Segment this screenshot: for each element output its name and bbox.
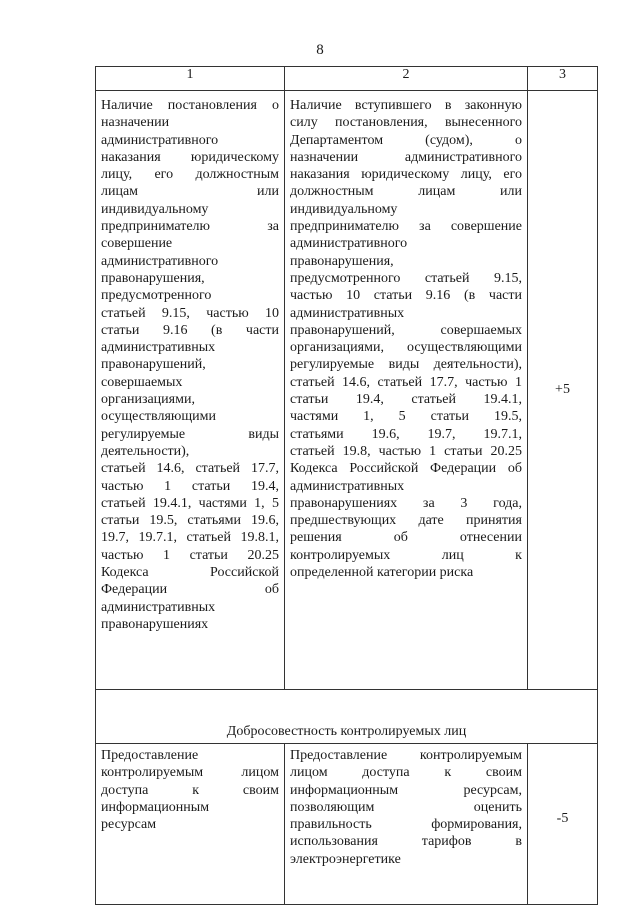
text-line: информационным ресурсам, [290,782,522,798]
header-col-1: 1 [96,67,285,91]
indicator-text [285,91,527,581]
score-cell: -5 [528,744,598,905]
text-line: предусмотренного статьей 9.15, [290,270,522,286]
text-line: Федерации об [101,582,279,598]
text-line: назначении [101,115,170,131]
text-line: Наличие вступившего в законную [290,98,522,113]
text-line: административных [290,478,405,494]
text-line: Департаментом (судом), о [290,132,522,148]
text-line: лицом доступа к своим [290,765,522,781]
text-line: частями 1, 5 статьи 19.5, [290,409,522,425]
text-line: совершаемых [101,374,183,390]
text-line: частью 10 статьи 9.16 (в части [290,288,522,304]
text-line: доступа к своим [101,782,279,798]
text-line: статьи 19.4, статьей 19.4.1, [290,392,522,408]
text-line: наказания юридическому [101,149,279,165]
text-line: контролируемым лицом [101,765,279,781]
text-line: предшествующих дате принятия [290,513,522,529]
text-line: должностным лицам или [290,184,522,200]
text-line: ресурсам [101,817,157,833]
text-line: решения об отнесении [290,530,522,546]
table-row [96,91,598,690]
text-line: осуществляющими [101,409,216,425]
section-title: Добросовестность контролируемых лиц [96,690,598,744]
text-line: использования тарифов в [290,834,522,850]
text-line: Кодекса Российской [101,565,279,581]
criterion-text [96,91,284,633]
text-line: правонарушениях [101,616,209,632]
text-line: назначении административного [290,149,522,165]
criterion-cell [96,744,285,905]
text-line: совершение [101,236,173,252]
text-line: индивидуальному [290,201,398,217]
table-row [96,744,598,905]
criterion-text [96,744,284,833]
text-line: статьи 9.16 (в части [101,322,279,338]
text-line: информационным [101,799,210,815]
text-line: силу постановления, вынесенного [290,115,522,131]
text-line: деятельности), [101,443,190,459]
indicator-text [285,744,527,868]
text-line: правонарушения, [101,270,205,286]
text-line: статьями 19.6, 19.7, 19.7.1, [290,426,522,442]
indicator-cell [285,744,528,905]
text-line: регулируемые виды деятельности), [290,357,522,373]
header-col-3: 3 [528,67,598,91]
criterion-cell [96,91,285,690]
text-line: определенной категории риска [290,565,474,581]
text-line: лицу, его должностным [101,167,279,183]
text-line: административных [290,305,405,321]
text-line: регулируемые виды [101,426,279,442]
text-line: административного [290,236,408,252]
score-cell: +5 [528,91,598,690]
text-line: правильность формирования, [290,817,522,833]
text-line: 19.7, 19.7.1, статьей 19.8.1, [101,530,279,546]
text-line: Предоставление [101,748,199,763]
text-line: правонарушениях за 3 года, [290,495,522,511]
criteria-table [95,66,598,905]
text-line: предпринимателю за [101,219,279,235]
text-line: статьей 19.4.1, частями 1, 5 [101,495,279,511]
text-line: позволяющим оценить [290,799,522,815]
text-line: административных [101,340,216,356]
header-col-2: 2 [285,67,528,91]
text-line: организациями, [101,392,195,408]
text-line: электроэнергетике [290,851,401,867]
text-line: административных [101,599,216,615]
text-line: административного [101,132,219,148]
text-line: организациями, осуществляющими [290,340,522,356]
text-line: частью 1 статьи 20.25 [101,547,279,563]
text-line: Кодекса Российской Федерации об [290,461,522,477]
text-line: правонарушения, [290,253,394,269]
text-line: Наличие постановления о [101,98,279,113]
text-line: контролируемых лиц к [290,547,522,563]
text-line: административного [101,253,219,269]
section-row [96,690,598,744]
text-line: Предоставление контролируемым [290,748,522,763]
text-line: статьи 19.5, статьями 19.6, [101,513,279,529]
text-line: наказания юридическому лицу, его [290,167,522,183]
header-row [96,67,598,91]
text-line: правонарушений, [101,357,206,373]
text-line: статьей 14.6, статьей 17.7, [101,461,279,477]
text-line: статьей 14.6, статьей 17.7, частью 1 [290,374,522,390]
text-line: предусмотренного [101,288,212,304]
text-line: предпринимателю за совершение [290,219,522,235]
text-line: лицам или [101,184,279,200]
text-line: статьей 9.15, частью 10 [101,305,279,321]
text-line: правонарушений, совершаемых [290,322,522,338]
text-line: статьей 19.8, частью 1 статьи 20.25 [290,443,522,459]
page-number: 8 [316,42,324,58]
text-line: индивидуальному [101,201,209,217]
indicator-cell [285,91,528,690]
text-line: частью 1 статьи 19.4, [101,478,279,494]
